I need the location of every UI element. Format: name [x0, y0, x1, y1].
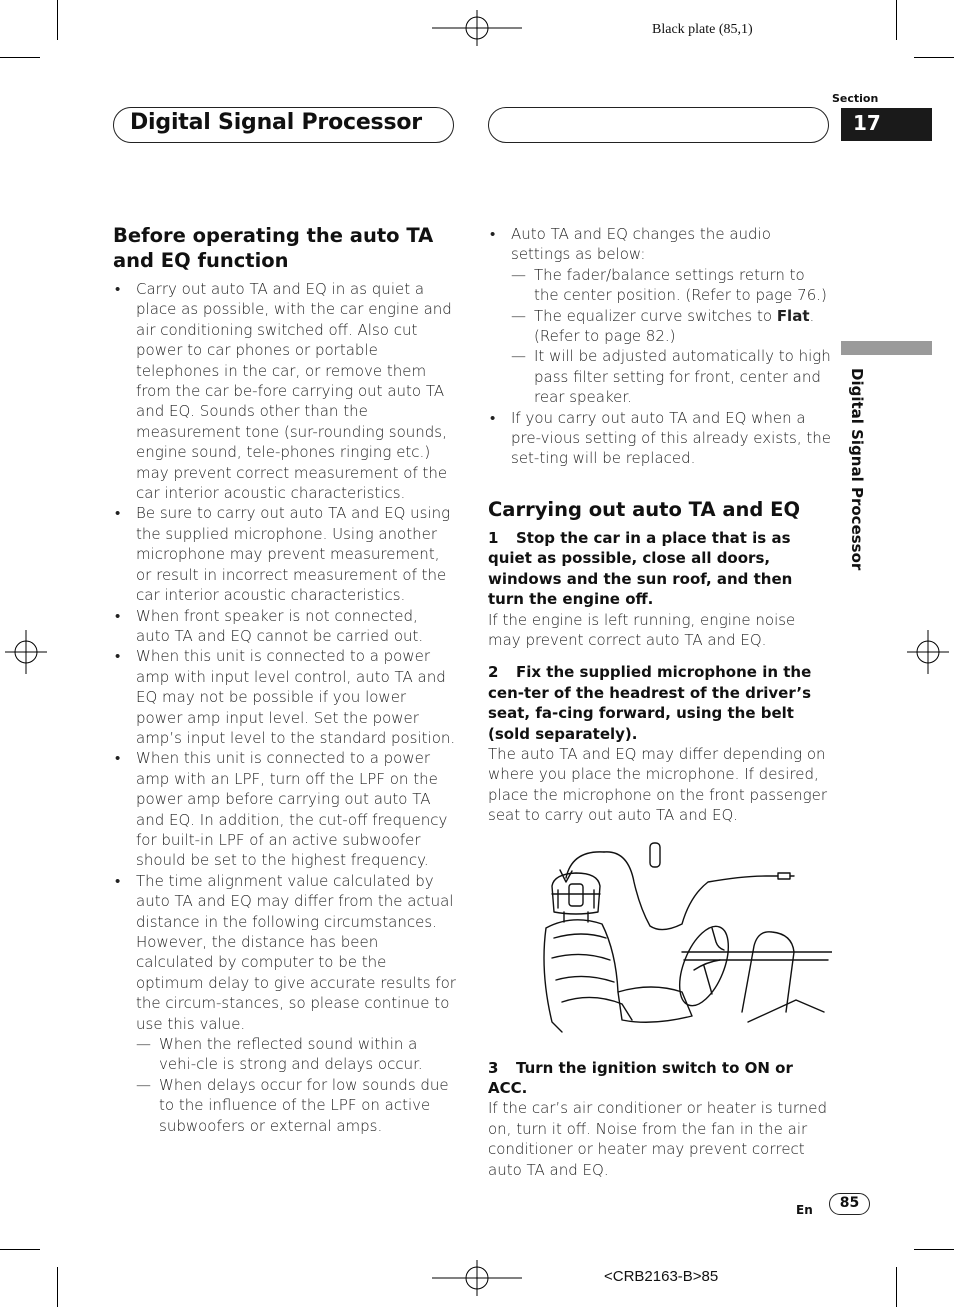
- sub-item-text-pre: The equalizer curve switches to: [534, 306, 777, 325]
- step-title: [488, 662, 831, 744]
- right-column: [488, 224, 831, 1180]
- step-number: 1: [488, 528, 499, 547]
- plate-label: Black plate (85,1): [652, 22, 753, 37]
- sub-item-text: When the reflected sound within a vehi-cle is strong and delays occur.: [159, 1035, 423, 1074]
- sub-item-text: The fader/balance settings return to the center position. (Refer to page 76.): [534, 265, 827, 305]
- step-title: [488, 1058, 831, 1099]
- sub-list-item: [511, 346, 831, 407]
- list-item: • Be sure to carry out auto TA and EQ using the supplied microphone. Using another microphone may prevent measurement, or result in incorrect measurement of the car interior acoustic characteristics.: [113, 503, 456, 605]
- dash-marker: —: [511, 265, 526, 284]
- side-tab-marker: [841, 341, 932, 355]
- before-bullet-list: [113, 279, 456, 1034]
- dash-marker: —: [511, 306, 526, 325]
- step-description: The auto TA and EQ may differ depending on where you place the microphone. If desired, place the microphone on the front passenger seat to carry out auto TA and EQ.: [488, 744, 828, 825]
- sub-list-item: [136, 1075, 456, 1136]
- settings-bullet-list: [488, 224, 831, 469]
- sub-list-item: [511, 306, 831, 347]
- list-item: • The time alignment value calculated by auto TA and EQ may differ from the actual distance in the following circumstances. However, the distance has been calculated by computer to be the optimum delay to give accurate results for the circum-stances, so please continue to use this value.: [113, 871, 456, 1034]
- flat-setting-label: Flat: [776, 306, 810, 325]
- list-item: • Carry out auto TA and EQ in as quiet a place as possible, with the car engine and air conditioning switched off. Also cut power to car phones or portable telephones in the car, or remove them from the car be-fore carrying out auto TA and EQ. Sounds other than the measurement tone (sur-rounding sounds, engine sound, tele-phones ringing etc.) may prevent correct measurement of the car interior acoustic characteristics.: [113, 279, 456, 503]
- language-label: En: [796, 1203, 813, 1217]
- step-description: If the engine is left running, engine noise may prevent correct auto TA and EQ.: [488, 610, 796, 649]
- step-title: [488, 528, 831, 610]
- section-heading-carrying: Carrying out auto TA and EQ: [488, 497, 801, 521]
- section-heading-before: Before operating the auto TA and EQ function: [113, 224, 434, 272]
- registration-mark-left: [5, 630, 47, 674]
- list-item: • If you carry out auto TA and EQ when a pre-vious setting of this already exists, the set-ting will be replaced.: [488, 408, 831, 469]
- step-number: 2: [488, 663, 499, 682]
- microphone-headrest-illustration: [532, 842, 832, 1044]
- header-blank-pill: [488, 107, 829, 143]
- document-code: <CRB2163-B>85: [604, 1268, 719, 1285]
- sub-item-text: It will be adjusted automatically to high pass filter setting for front, center and rear speaker.: [534, 347, 831, 407]
- section-label: Section: [832, 92, 879, 105]
- sub-item-text: When delays occur for low sounds due to the influence of the LPF on active subwoofers or external amps.: [159, 1075, 449, 1135]
- dash-marker: —: [136, 1075, 151, 1094]
- step-description: If the car’s air conditioner or heater is turned on, turn it off. Noise from the fan in the air conditioner or heater may prevent correct auto TA and EQ.: [488, 1099, 828, 1179]
- dash-marker: —: [136, 1035, 151, 1054]
- dash-marker: —: [511, 347, 526, 366]
- left-column: [113, 223, 456, 1136]
- page-number: 85: [829, 1193, 870, 1215]
- sub-list-item: [136, 1034, 456, 1075]
- sub-item-text-post: . (Refer to page 82.): [534, 306, 815, 346]
- registration-mark-right: [907, 630, 949, 674]
- registration-mark-top: [430, 8, 524, 48]
- side-tab-label: Digital Signal Processor: [848, 368, 866, 571]
- page-title: Digital Signal Processor: [130, 110, 422, 135]
- section-number: 17: [841, 108, 932, 141]
- registration-mark-bottom: [430, 1258, 524, 1298]
- step-title-text: Fix the supplied microphone in the cen-ter of the headrest of the driver’s seat, fa-cing forward, using the belt (sold separately).: [488, 663, 812, 743]
- list-item: • When this unit is connected to a power amp with input level control, auto TA and EQ may not be possible if you lower power amp input level. Set the power amp’s input level to the standard position.: [113, 646, 456, 748]
- sub-list-item: [511, 265, 831, 306]
- list-item: • When front speaker is not connected, auto TA and EQ cannot be carried out.: [113, 606, 456, 647]
- step-title-text: Stop the car in a place that is as quiet as possible, close all doors, windows and the sun roof, and then turn the engine off.: [488, 528, 793, 609]
- step-title-text: Turn the ignition switch to ON or ACC.: [488, 1058, 793, 1097]
- list-item: • When this unit is connected to a power amp with an LPF, turn off the LPF on the power amp before carrying out auto TA and EQ. In addition, the cut-off frequency for built-in LPF of an active subwoofer should be set to the highest frequency.: [113, 748, 456, 870]
- bullet-text: Auto TA and EQ changes the audio settings as below:: [511, 225, 771, 264]
- step-number: 3: [488, 1058, 499, 1077]
- list-item: [488, 224, 831, 408]
